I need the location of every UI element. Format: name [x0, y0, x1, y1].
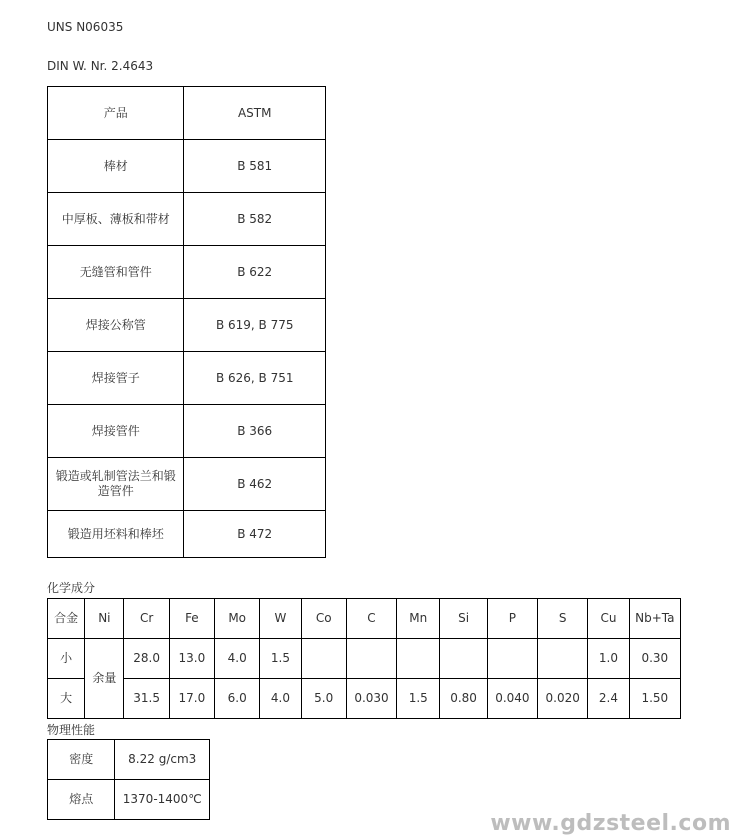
chem-value-cell: 5.0 — [301, 679, 346, 719]
chem-header-cell: Mo — [215, 599, 260, 639]
spec-product-cell: 无缝管和管件 — [48, 246, 184, 299]
spec-product-cell: 中厚板、薄板和带材 — [48, 193, 184, 246]
chem-header-row — [48, 599, 681, 639]
chem-row-label: 小 — [48, 639, 85, 679]
spec-product-header: 产品 — [48, 87, 184, 140]
phys-label-cell: 熔点 — [48, 780, 115, 820]
spec-header-row — [48, 87, 326, 140]
chem-header-cell: Nb+Ta — [629, 599, 680, 639]
table-row — [48, 458, 326, 511]
chem-value-cell: 0.30 — [629, 639, 680, 679]
chem-header-cell: W — [260, 599, 301, 639]
spec-astm-cell: B 366 — [184, 405, 326, 458]
chem-value-cell — [440, 639, 487, 679]
spec-astm-cell: B 582 — [184, 193, 326, 246]
uns-designation: UNS N06035 — [47, 20, 124, 34]
phys-value-cell: 8.22 g/cm3 — [115, 740, 210, 780]
chem-header-cell: Cu — [588, 599, 629, 639]
chem-header-cell: Co — [301, 599, 346, 639]
spec-product-cell: 锻造或轧制管法兰和锻造管件 — [48, 458, 184, 511]
chem-value-cell: 0.030 — [346, 679, 396, 719]
spec-product-cell: 棒材 — [48, 140, 184, 193]
spec-product-cell: 焊接公称管 — [48, 299, 184, 352]
chemical-composition-table — [47, 598, 681, 719]
chem-value-cell: 17.0 — [169, 679, 214, 719]
spec-product-cell: 锻造用坯料和棒坯 — [48, 511, 184, 558]
spec-astm-cell: B 462 — [184, 458, 326, 511]
spec-product-cell: 焊接管件 — [48, 405, 184, 458]
chem-value-cell — [397, 639, 440, 679]
physical-properties-table — [47, 739, 210, 820]
table-row — [48, 193, 326, 246]
chem-ni-balance: 余量 — [85, 639, 124, 719]
chem-value-cell: 28.0 — [124, 639, 169, 679]
chem-value-cell: 4.0 — [215, 639, 260, 679]
astm-spec-table — [47, 86, 326, 558]
spec-astm-header: ASTM — [184, 87, 326, 140]
chem-header-cell: Cr — [124, 599, 169, 639]
chem-value-cell — [487, 639, 537, 679]
chem-value-cell: 2.4 — [588, 679, 629, 719]
chem-header-cell: Mn — [397, 599, 440, 639]
chem-value-cell: 1.5 — [260, 639, 301, 679]
chem-row-label: 大 — [48, 679, 85, 719]
chem-header-cell: P — [487, 599, 537, 639]
table-row — [48, 405, 326, 458]
chem-value-cell: 1.0 — [588, 639, 629, 679]
chem-title: 化学成分 — [47, 581, 96, 595]
chem-header-cell: 合金 — [48, 599, 85, 639]
chem-value-cell: 6.0 — [215, 679, 260, 719]
chem-header-cell: Ni — [85, 599, 124, 639]
table-row — [48, 140, 326, 193]
spec-product-cell: 焊接管子 — [48, 352, 184, 405]
chem-min-row — [48, 639, 681, 679]
chem-value-cell: 13.0 — [169, 639, 214, 679]
chem-value-cell: 1.50 — [629, 679, 680, 719]
chem-value-cell — [301, 639, 346, 679]
phys-value-cell: 1370-1400℃ — [115, 780, 210, 820]
chem-header-cell: C — [346, 599, 396, 639]
chem-value-cell — [538, 639, 588, 679]
chem-value-cell: 0.020 — [538, 679, 588, 719]
table-row — [48, 780, 210, 820]
spec-astm-cell: B 472 — [184, 511, 326, 558]
table-row — [48, 246, 326, 299]
chem-value-cell: 0.040 — [487, 679, 537, 719]
spec-astm-cell: B 626, B 751 — [184, 352, 326, 405]
spec-astm-cell: B 581 — [184, 140, 326, 193]
phys-title: 物理性能 — [47, 723, 96, 737]
chem-value-cell: 1.5 — [397, 679, 440, 719]
phys-label-cell: 密度 — [48, 740, 115, 780]
table-row — [48, 511, 326, 558]
chem-header-cell: Si — [440, 599, 487, 639]
chem-value-cell: 4.0 — [260, 679, 301, 719]
chem-header-cell: Fe — [169, 599, 214, 639]
table-row — [48, 299, 326, 352]
chem-value-cell — [346, 639, 396, 679]
chem-max-row — [48, 679, 681, 719]
chem-value-cell: 31.5 — [124, 679, 169, 719]
site-watermark: www.gdzsteel.com — [490, 811, 731, 836]
chem-value-cell: 0.80 — [440, 679, 487, 719]
spec-astm-cell: B 622 — [184, 246, 326, 299]
chem-header-cell: S — [538, 599, 588, 639]
spec-astm-cell: B 619, B 775 — [184, 299, 326, 352]
table-row — [48, 740, 210, 780]
table-row — [48, 352, 326, 405]
din-designation: DIN W. Nr. 2.4643 — [47, 59, 154, 73]
